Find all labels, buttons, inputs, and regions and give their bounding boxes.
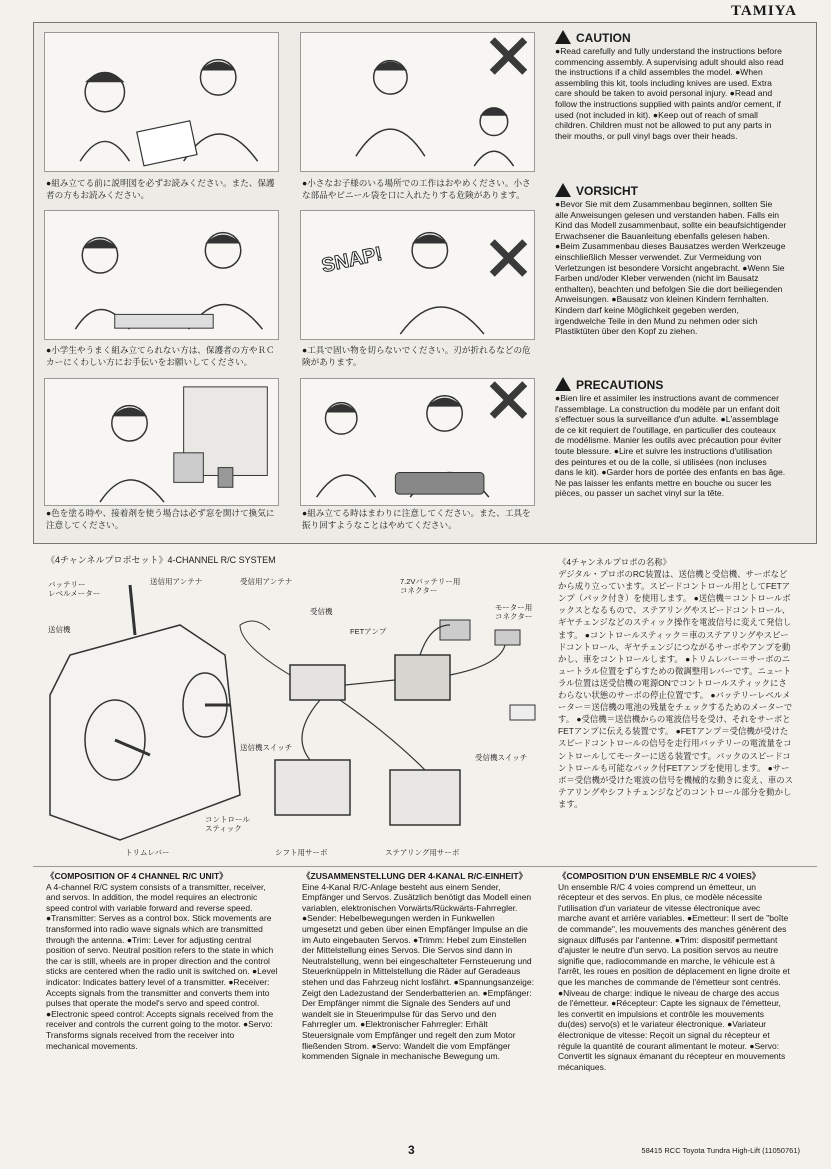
system-title: 《4チャンネルプロポセット》4-CHANNEL R/C SYSTEM — [46, 555, 276, 565]
label-receiver: 受信機 — [310, 607, 333, 616]
rc-system-drawing — [40, 565, 545, 860]
composition-fr-body: Un ensemble R/C 4 voies comprend un émetteur, un récepteur et des servos. En plus, ce modèle nécessite l'utilisation d'un variateur de vitesse électronique avec marche avant et arrière variables. ●Emetteur: Il sert de "boîte de commande", les mouvements des manches génèrent des signaux diffusés par l'antenne. ●Trim: dispositif permettant d'ajuster le neutre d'un servo. La position servos au neutre signifie que, radiocommande en marche, le véhicule est à l'arrêt, les roues en position de déplacement en ligne droite et que les manches de commande de l'émetteur sont centrés. ●Niveau de charge: indique le niveau de charge des accus de l'émetteur. ●Récepteur: Capte les signaux de l'émetteur, les convertit en impulsions et contrôle les mouvements du(des) servo(s) et le variateur électronique. ●Variateur électronique de vitesse: Reçoit un signal du récepteur et régule la quantité de courant alimentant le moteur. ●Servo: Convertit les signaux émanant du récepteur en mouvements mécaniques. — [558, 881, 790, 1072]
label-shift-servo: シフト用サーボ — [275, 848, 328, 857]
prohibited-x-icon — [488, 238, 528, 278]
illustration-reading-manual — [44, 32, 279, 172]
caption-ventilation: ●色を塗る時や、接着剤を使う場合は必ず窓を開けて換気に注意してください。 — [46, 508, 275, 530]
label-battery-meter: バッテリー レベルメーター — [48, 580, 101, 598]
label-tx-switch: 送信機スイッチ — [240, 743, 293, 752]
label-control-stick: コントロール スティック — [205, 815, 250, 833]
precautions-body: ●Bien lire et assimiler les instructions avant de commencer l'assemblage. La construction du modèle par un enfant doit s'effectuer sous la surveillance d'un adulte. ●L'assemblage de ce kit requiert de l'outillage, en particulier des couteaux de modélisme. Manier les outils avec précaution pour éviter toute blessure. ●Lire et suivre les instructions d'utilisation des peintures et ou de la colle, si utilisées (non incluses dans le kit). ●Garder hors de portée des enfants en bas âge. Ne pas laisser les enfants mettre en bouche ou sucer les pièces, ou passer un sachet vinyl sur la tête. — [555, 393, 786, 499]
caption-surroundings: ●組み立てる時はまわりに注意してください。また、工具を振り回すようなことはやめてください。 — [302, 508, 531, 530]
page-number: 3 — [408, 1143, 415, 1157]
label-motor-connector: モーター用 コネクター — [495, 603, 533, 621]
rc-system-diagram — [40, 565, 545, 860]
caption-tool-cutting: ●工具で固い物を切らないでください。刃が折れるなどの危険があります。 — [302, 345, 531, 367]
label-transmitter: 送信機 — [48, 625, 71, 634]
precautions-heading: PRECAUTIONS — [555, 377, 787, 392]
prohibited-x-icon — [488, 380, 528, 420]
composition-en-body: A 4-channel R/C system consists of a transmitter, receiver, and servos. In addition, the model requires an electronic speed control with variable forward and reverse speed. ●Transmitter: Serves as a control box. Stick movements are transformed into radio wave signals which are transmitted through the antenna. ●Trim: Lever for adjusting central position of servo. Neutral position refers to the state in which the car is still, wheels are in proper direction and the control sticks are centered when the radio unit is switched on. ●Level indicator: Indicates battery level of a transmitter. ●Receiver: Accepts signals from the transmitter and converts them into pulses that operate the model's servo and speed control. ●Electronic speed control: Accepts signals received from the receiver and controls the current going to the motor. ●Servo: Transforms signals received from the receiver into mechanical movements. — [46, 881, 278, 1051]
jp-names-title: 《4チャンネルプロポの名称》 — [558, 557, 672, 567]
snap-text: SNAP! — [319, 242, 385, 278]
illustration-adult-helping — [44, 210, 279, 340]
precautions-section — [555, 377, 787, 499]
vorsicht-heading: VORSICHT — [555, 183, 787, 198]
caution-heading: CAUTION — [555, 30, 787, 45]
product-footer: 58415 RCC Toyota Tundra High-Lift (11050761) — [641, 1146, 800, 1155]
composition-de-body: Eine 4-Kanal R/C-Anlage besteht aus einem Sender, Empfänger und Servos. Zusätzlich benötigt das Modell einen variablen, elektronischen Vorwärts/Rückwärts-Fahrregler. ●Sender: Hebelbewegungen werden in Funkwellen umgesetzt und geben über einen Empfänger Impulse an die im Auto eingebauten Servos. ●Trimm: Hebel zum Einstellen der Mittelstellung eines Servos. Die Servos sind dann in Neutralstellung, wenn bei eingeschalteter Fernsteuerung und Steuerknüppeln in Mittelstellung die Räder auf Geradeaus stehen und das Fahrzeug nicht losfährt. ●Spannungsanzeige: Zeigt den Ladezustand der Senderbatterien an. ●Empfänger: Der Empfänger nimmt die Signale des Senders auf und wandelt sie in Steuerimpulse für das Servo und den Fahrregler um. ●Elektronischer Fahrregler: Erhält Steuersignale vom Empfänger und regelt den zum Motor fließenden Strom. ●Servo: Wandelt die vom Empfänger kommenden Signale in mechanische Bewegung um. — [302, 881, 534, 1062]
vorsicht-section — [555, 183, 787, 337]
warning-triangle-icon — [555, 377, 571, 391]
prohibited-x-icon — [488, 36, 528, 76]
warning-triangle-icon — [555, 30, 571, 44]
label-tx-antenna: 送信用アンテナ — [150, 577, 203, 586]
illustration-painting-ventilation — [44, 378, 279, 506]
vorsicht-body: ●Bevor Sie mit dem Zusammenbau beginnen, sollten Sie alle Anweisungen gelesen und verstanden haben. Falls ein Kind das Modell zusammenbaut, sollte ein beaufsichtigender Erwachsener die Bauanleitung ebenfalls gelesen haben. ●Beim Zusammenbau dieses Bausatzes werden Werkzeuge einschließlich Messer verwendet. Zur Vermeidung von Verletzungen ist besondere Vorsicht angebracht. ●Wenn Sie Farben und/oder Kleber verwenden (nicht im Bausatz enthalten), beachten und befolgen Sie die dort beiliegenden Anweisungen. ●Bausatz von kleinen Kindern fernhalten. Kindern darf keine Möglichkeit gegeben werden, irgendwelche Teile in den Mund zu nehmen oder sich Plastiktüten über den Kopf zu ziehen. — [555, 199, 787, 337]
caption-read-manual: ●組み立てる前に説明図を必ずお読みください。また、保護者の方もお読みください。 — [46, 178, 275, 200]
caution-section — [555, 30, 787, 141]
label-steering-servo: ステアリング用サーボ — [385, 848, 460, 857]
composition-en-title: 《COMPOSITION OF 4 CHANNEL R/C UNIT》 — [46, 871, 228, 881]
jp-names-section — [558, 556, 794, 810]
brand-logo: TAMIYA — [730, 3, 797, 19]
composition-fr — [558, 871, 790, 1072]
label-battery-connector: 7.2Vバッテリー用 コネクター — [400, 577, 461, 595]
label-fet-amp: FETアンプ — [350, 627, 387, 636]
composition-de — [302, 871, 534, 1062]
section-divider — [33, 866, 817, 867]
caution-body: ●Read carefully and fully understand the instructions before commencing assembly. A supervising adult should also read the instructions if a child assembles the model. ●When assembling this kit, tools including knives are used. Extra care should be taken to avoid personal injury. ●Read and follow the instructions supplied with paints and/or cement, if used (not included in kit). ●Keep out of reach of small children. Children must not be allowed to put any parts in their mouths, or pull vinyl bags over their heads. — [555, 46, 784, 141]
composition-en — [46, 871, 278, 1051]
caption-small-children: ●小さなお子様のいる場所での工作はおやめください。小さな部品やビニール袋を口に入れたりする危険があります。 — [302, 178, 531, 200]
label-trim-lever: トリムレバー — [125, 848, 170, 857]
composition-fr-title: 《COMPOSITION D'UN ENSEMBLE R/C 4 VOIES》 — [558, 871, 761, 881]
label-rx-switch: 受信機スイッチ — [475, 753, 528, 762]
label-rx-antenna: 受信用アンテナ — [240, 577, 293, 586]
composition-de-title: 《ZUSAMMENSTELLUNG DER 4-KANAL R/C-EINHEIT》 — [302, 871, 528, 881]
jp-names-body: デジタル・プロポのRC装置は、送信機と受信機、サーボなどから成り立っています。スピードコントロール用としてFETアンプ（パック付き）を使用します。 ●送信機＝コントロールボックスとなるもので、ステアリングやスピードコントロール、ギヤチェンジなどのスティック操作を電波信号に変えて発信します。 ●コントロールスティック＝車のステアリングやスピードコントロール、ギヤチェンジにつながるサーボやアンプを動かし、車をコントロールします。 ●トリムレバー＝サーボのニュートラル位置をずらすための微調整用レバーです。ニュートラル位置は送受信機の電源ONでコントロールスティックにさわらない状態のサーボの停止位置です。 ●バッテリーレベルメーター＝送信機の電池の残量をチェックするためのメーターです。 ●受信機＝送信機からの電波信号を受け、それをサーボとFETアンプに伝える装置です。 ●FETアンプ＝受信機が受けたスピードコントロールの信号を走行用バッテリーの電流量をコントロールしてモーターに送る装置です。バックのスピードコントロールも可能なバック付FETアンプを使用します。 ●サーボ＝受信機が受けた電波の信号を機械的な動きに変え、車のステアリングやシフトチェンジなどのコントロール部分を動かします。 — [558, 569, 794, 809]
warning-triangle-icon — [555, 183, 571, 197]
caption-adult-help: ●小学生やうまく組み立てられない方は、保護者の方やＲＣカーにくわしい方にお手伝いをお願いしてください。 — [46, 345, 275, 367]
